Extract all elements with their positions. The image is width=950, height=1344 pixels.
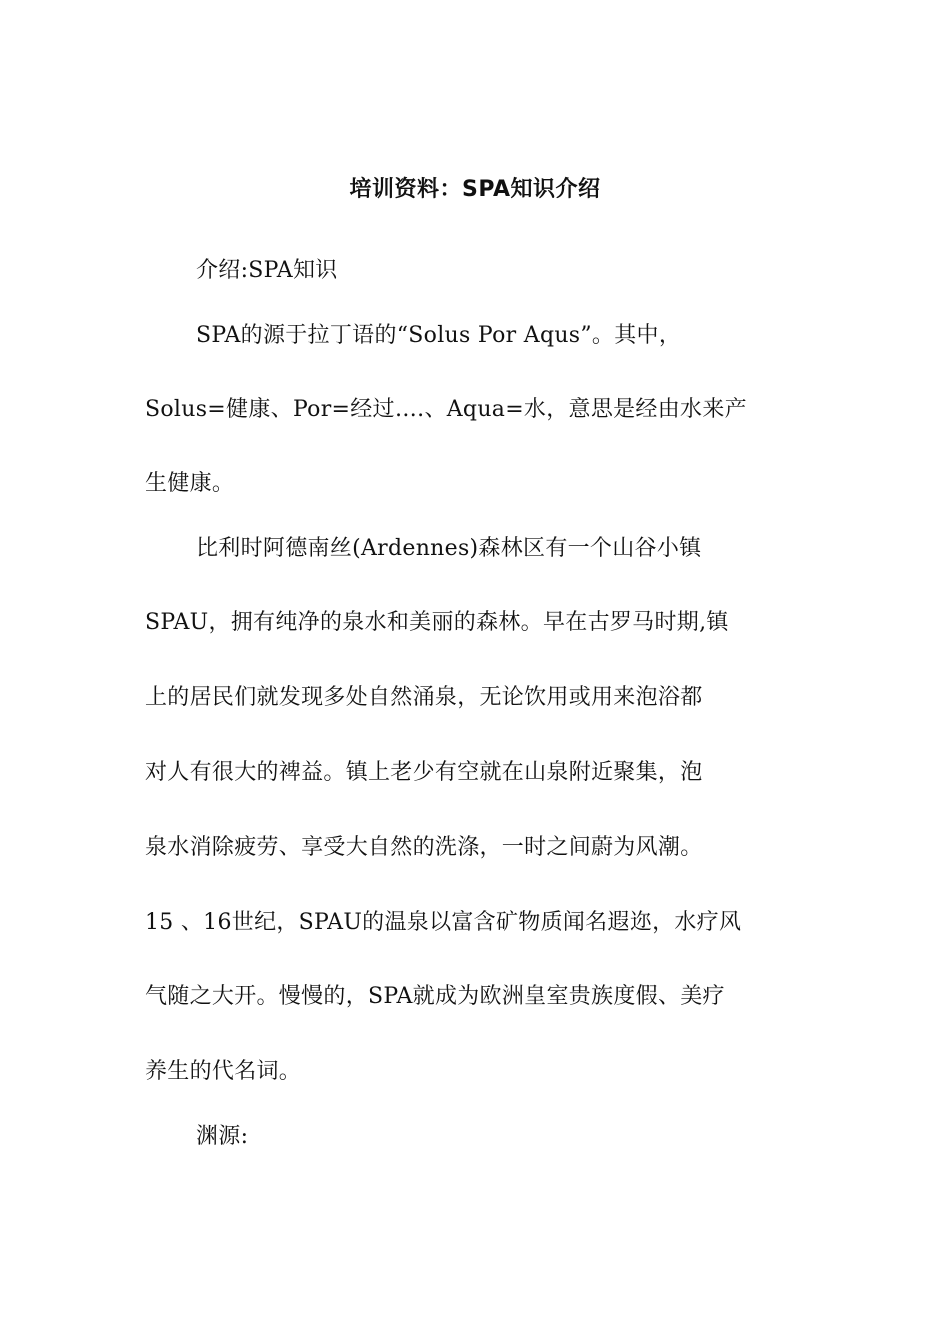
paragraph-line: 生健康。 — [145, 471, 235, 496]
paragraph-line: 气随之大开。慢慢的，SPA就成为欧洲皇室贵族度假、美疗 — [145, 984, 725, 1009]
paragraph-line: 对人有很大的裨益。镇上老少有空就在山泉附近聚集，泡 — [145, 760, 703, 785]
paragraph-line: SPA的源于拉丁语的“Solus Por Aqus”。其中， — [196, 323, 682, 348]
paragraph-line: 15 、16世纪，SPAU的温泉以富含矿物质闻名遐迩，水疗风 — [145, 910, 742, 935]
paragraph-line: 比利时阿德南丝(Ardennes)森林区有一个山谷小镇 — [196, 536, 702, 561]
paragraph-line: 泉水消除疲劳、享受大自然的洗涤，一时之间蔚为风潮。 — [145, 835, 703, 860]
document-title: 培训资料：SPA知识介绍 — [349, 177, 601, 202]
paragraph-line: Solus=健康、Por=经过….、Aqua=水，意思是经由水来产 — [145, 397, 747, 422]
paragraph-line: SPAU，拥有纯净的泉水和美丽的森林。早在古罗马时期,镇 — [145, 610, 729, 635]
paragraph-line: 上的居民们就发现多处自然涌泉，无论饮用或用来泡浴都 — [145, 685, 703, 710]
section-heading-origin: 渊源: — [196, 1124, 249, 1149]
paragraph-line: 养生的代名词。 — [145, 1059, 302, 1084]
section-heading-intro: 介绍:SPA知识 — [196, 258, 338, 283]
